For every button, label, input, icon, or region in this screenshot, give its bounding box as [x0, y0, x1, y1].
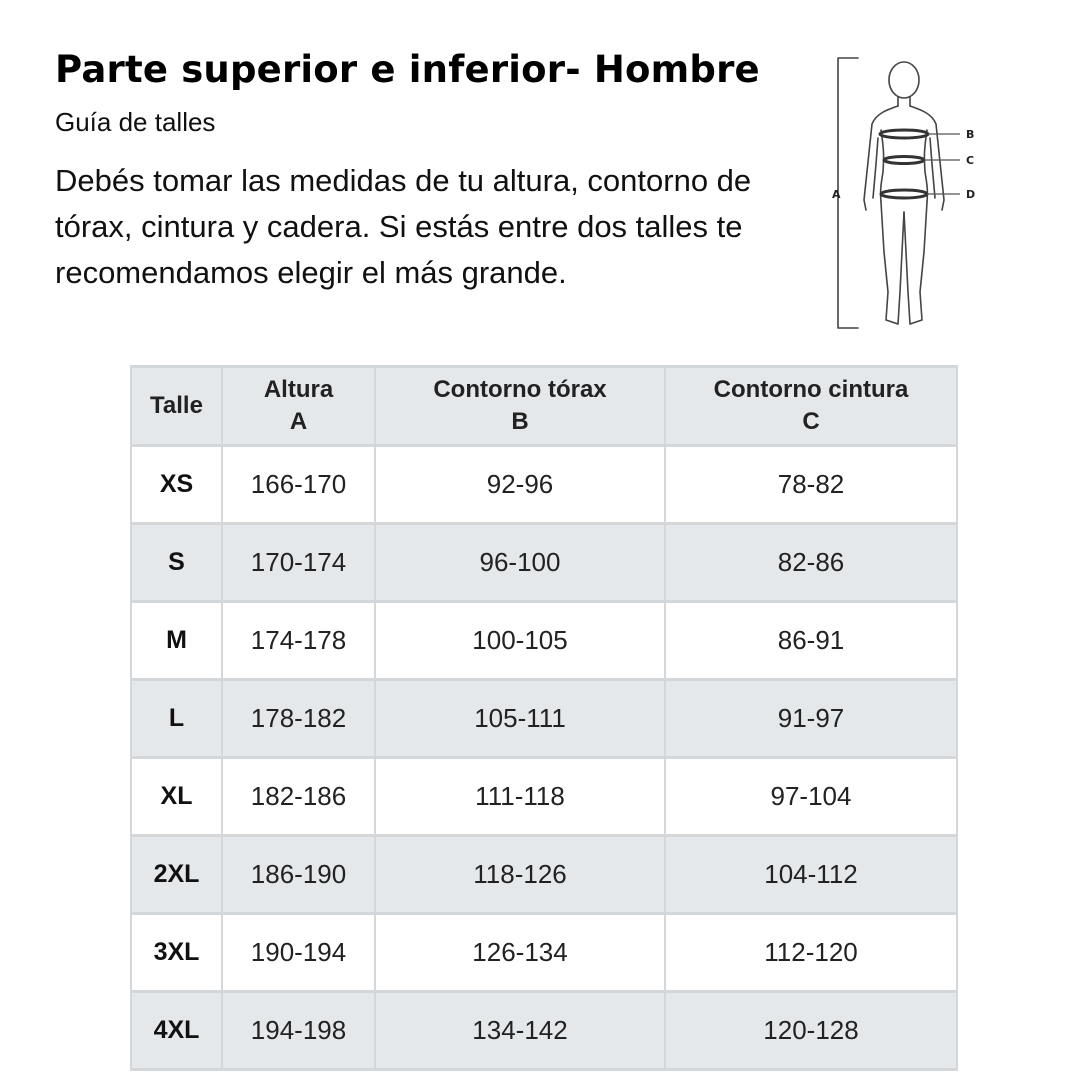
label-b: B [966, 128, 975, 141]
cell-altura: 182-186 [222, 758, 375, 836]
cell-size: 2XL [131, 836, 222, 914]
label-c: C [966, 154, 975, 167]
table-row [131, 758, 957, 836]
header-torax-code: B [511, 408, 529, 435]
cell-size: XS [131, 446, 222, 524]
table-row [131, 680, 957, 758]
header-talle [131, 367, 222, 446]
cell-torax: 105-111 [375, 680, 665, 758]
cell-size: L [131, 680, 222, 758]
cell-altura: 166-170 [222, 446, 375, 524]
label-a: A [832, 188, 841, 201]
cell-torax: 92-96 [375, 446, 665, 524]
cell-altura: 190-194 [222, 914, 375, 992]
label-d: D [966, 188, 976, 201]
cell-cintura: 86-91 [665, 602, 957, 680]
cell-cintura: 120-128 [665, 992, 957, 1070]
body-measurement-icon [826, 52, 986, 336]
cell-torax: 100-105 [375, 602, 665, 680]
cell-altura: 170-174 [222, 524, 375, 602]
cell-cintura: 78-82 [665, 446, 957, 524]
header-torax [375, 367, 665, 446]
cell-size: 4XL [131, 992, 222, 1070]
page-subtitle: Guía de talles [55, 107, 216, 137]
table-row [131, 524, 957, 602]
table-row [131, 914, 957, 992]
header-cintura-label: Contorno cintura [713, 376, 909, 403]
header-cintura-code: C [802, 408, 820, 435]
cell-size: 3XL [131, 914, 222, 992]
table-row [131, 992, 957, 1070]
description-text: Debés tomar las medidas de tu altura, contorno de tórax, cintura y cadera. Si estás entre dos talles te recomendamos elegir el más grande. [55, 163, 752, 290]
header-altura-code: A [289, 408, 308, 435]
cell-cintura: 104-112 [665, 836, 957, 914]
table-header-row [131, 367, 957, 446]
cell-torax: 126-134 [375, 914, 665, 992]
cell-torax: 118-126 [375, 836, 665, 914]
cell-cintura: 112-120 [665, 914, 957, 992]
cell-cintura: 91-97 [665, 680, 957, 758]
cell-torax: 96-100 [375, 524, 665, 602]
cell-cintura: 97-104 [665, 758, 957, 836]
cell-size: XL [131, 758, 222, 836]
header-torax-label: Contorno tórax [433, 376, 607, 403]
header-cintura [665, 367, 957, 446]
cell-altura: 178-182 [222, 680, 375, 758]
page-title: Parte superior e inferior- Hombre [55, 48, 760, 91]
header-altura-label: Altura [263, 376, 334, 403]
cell-torax: 134-142 [375, 992, 665, 1070]
cell-size: S [131, 524, 222, 602]
cell-altura: 174-178 [222, 602, 375, 680]
table-row [131, 836, 957, 914]
cell-altura: 194-198 [222, 992, 375, 1070]
table-row [131, 446, 957, 524]
cell-torax: 111-118 [375, 758, 665, 836]
header-talle-label: Talle [150, 392, 203, 419]
cell-size: M [131, 602, 222, 680]
header-altura [222, 367, 375, 446]
size-chart-table [130, 365, 958, 1071]
table-row [131, 602, 957, 680]
cell-cintura: 82-86 [665, 524, 957, 602]
cell-altura: 186-190 [222, 836, 375, 914]
